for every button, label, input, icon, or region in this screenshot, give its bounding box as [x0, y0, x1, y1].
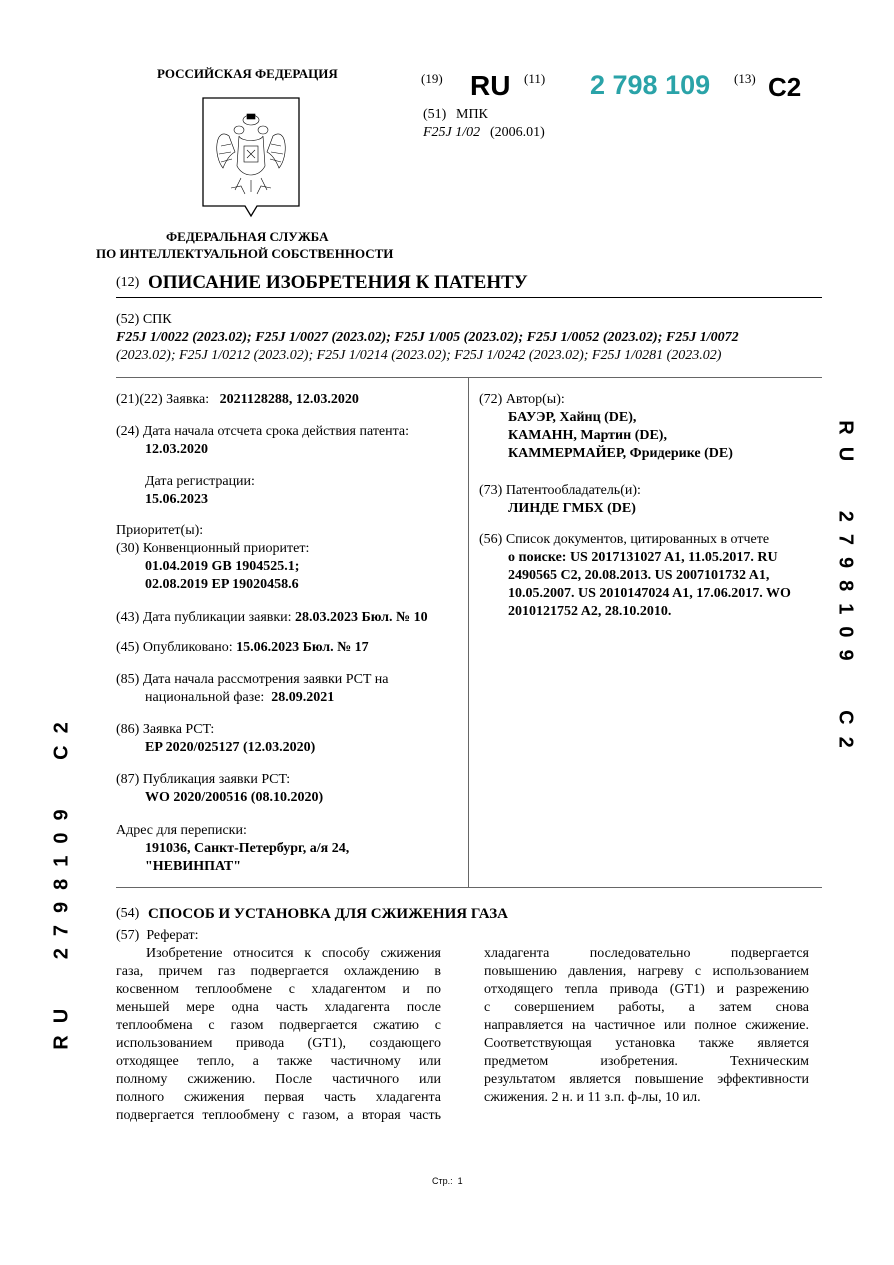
correspondence-address-field: Адрес для переписки: 191036, Санкт-Петербург, а/я 24, "НЕВИНПАТ"	[116, 823, 350, 874]
invention-title: СПОСОБ И УСТАНОВКА ДЛЯ СЖИЖЕНИЯ ГАЗА	[148, 906, 508, 922]
citations-field: (56) Список документов, цитированных в отчете о поиске: US 2017131027 A1, 11.05.2017. RU 2490565 C2, 20.08.2013. US 2007101732 A1, 10.05.2007. US 2010147024 A1, 17.06.2017. WO 2010121752 A2, 28.10.2010.	[479, 532, 791, 619]
ipc-label: МПК	[456, 107, 488, 122]
title-divider	[116, 297, 822, 298]
registration-field: Дата регистрации: 15.06.2023	[145, 474, 255, 507]
term-start-field: (24) Дата начала отсчета срока действия патента: 12.03.2020	[116, 424, 410, 457]
left-margin-number: RU 2798109 C2	[50, 710, 73, 1050]
biblio-bottom-divider	[116, 887, 822, 888]
pct-national-phase-field: (85) Дата начала рассмотрения заявки PCT на национальной фазе: 28.09.2021	[116, 672, 389, 705]
patent-holder-field: (73) Патентообладатель(и): ЛИНДЕ ГМБХ (DE)	[479, 483, 641, 516]
right-margin-number: RU 2798109 C2	[834, 420, 857, 760]
emblem-frame	[201, 96, 301, 208]
cpc-line-1: F25J 1/0022 (2023.02); F25J 1/0027 (2023.02); F25J 1/005 (2023.02); F25J 1/0052 (2023.02); F25J 1/0072	[116, 330, 739, 345]
cpc-code: (52) СПК	[116, 312, 172, 327]
agency-line-1: ФЕДЕРАЛЬНАЯ СЛУЖБА	[166, 229, 329, 244]
application-publication-field: (43) Дата публикации заявки: 28.03.2023 Бюл. № 10	[116, 610, 428, 625]
code-13: (13)	[734, 71, 756, 86]
ipc-class: F25J 1/02	[423, 125, 481, 140]
code-11: (11)	[524, 71, 546, 86]
priority-field: Приоритет(ы): (30) Конвенционный приоритет: 01.04.2019 GB 1904525.1; 02.08.2019 EP 19020458.6	[116, 523, 310, 592]
agency-line-2: ПО ИНТЕЛЛЕКТУАЛЬНОЙ СОБСТВЕННОСТИ	[96, 246, 394, 261]
country-code: RU	[470, 70, 511, 101]
page-footer: Стр.: 1	[432, 1176, 463, 1186]
code-51: (51)	[423, 107, 447, 122]
authors-field: (72) Автор(ы): БАУЭР, Хайнц (DE), КАМАНН, Мартин (DE), КАММЕРМАЙЕР, Фридерике (DE)	[479, 392, 733, 461]
abstract-right-column: хладагента последовательно подвергается повышению давления, нагреву с использованием отходящего тепла привода (GT1) и разрежению с совершением работы, а затем снова направляется на частичное или полное сжижение. Соответствующая установка также является предметом изобретения. Техническим результатом является повышение эффективности сжижения. 2 н. и 11 з.п. ф-лы, 10 ил.	[484, 946, 809, 1105]
coat-of-arms-icon	[201, 96, 301, 218]
kind-code: C2	[768, 72, 802, 102]
document-title: ОПИСАНИЕ ИЗОБРЕТЕНИЯ К ПАТЕНТУ	[148, 272, 528, 293]
abstract-left-column: Изобретение относится к способу сжижения газа, причем газ подвергается охлаждению в косвенном теплообмене с хладагентом и по меньшей мере одна часть хладагента после теплообмена с газом подвергается сжатию с использованием привода (GT1), создающего отходящее тепло, а также частичному или полному сжижению. После частичного или полного сжижения первая часть хладагента подвергается теплообмену с газом, а вторая часть	[116, 946, 441, 1123]
country-name: РОССИЙСКАЯ ФЕДЕРАЦИЯ	[157, 66, 338, 81]
abstract-heading: (57) Реферат:	[116, 928, 199, 943]
ipc-version: (2006.01)	[490, 125, 545, 140]
code-19: (19)	[421, 71, 443, 86]
cpc-line-2: (2023.02); F25J 1/0212 (2023.02); F25J 1/0214 (2023.02); F25J 1/0242 (2023.02); F25J 1/0281 (2023.02)	[116, 348, 722, 363]
code-54: (54)	[116, 906, 140, 921]
pct-publication-field: (87) Публикация заявки PCT: WO 2020/200516 (08.10.2020)	[116, 772, 324, 805]
biblio-top-divider	[116, 377, 822, 378]
column-divider	[468, 377, 469, 887]
application-field: (21)(22) Заявка: 2021128288, 12.03.2020	[116, 392, 359, 407]
code-12: (12)	[116, 275, 140, 290]
published-field: (45) Опубликовано: 15.06.2023 Бюл. № 17	[116, 640, 369, 655]
patent-number: 2 798 109	[590, 70, 711, 100]
pct-application-field: (86) Заявка PCT: EP 2020/025127 (12.03.2020)	[116, 722, 316, 755]
